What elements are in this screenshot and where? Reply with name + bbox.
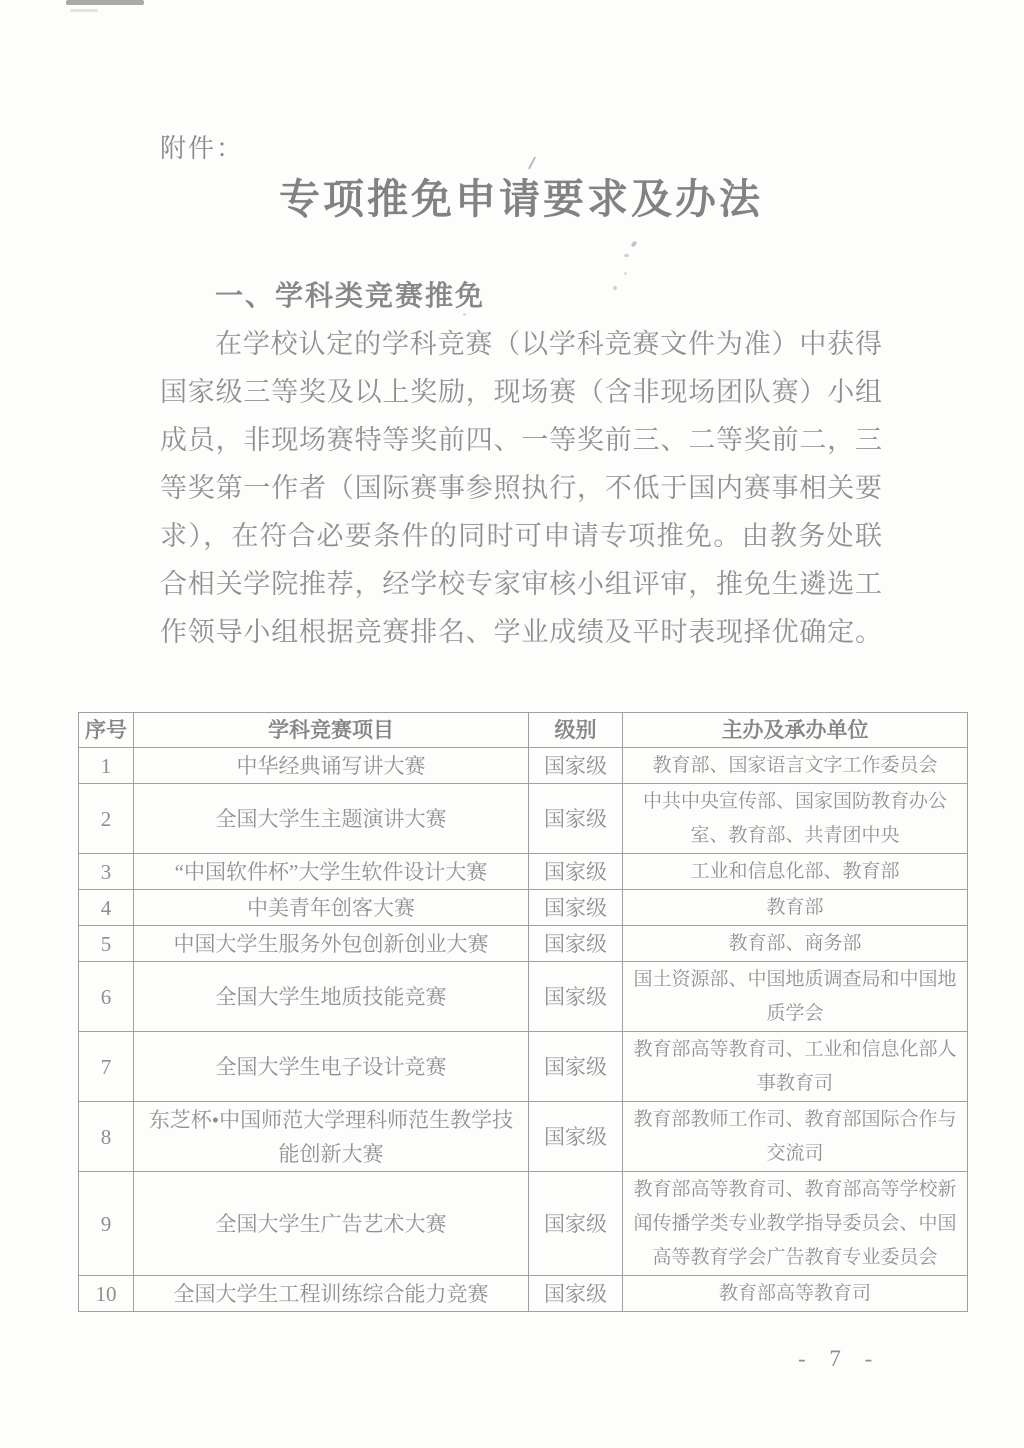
cell-no: 2 (79, 784, 134, 854)
cell-no: 3 (79, 854, 134, 890)
cell-level: 国家级 (529, 854, 623, 890)
cell-level: 国家级 (529, 748, 623, 784)
cell-organizer: 教育部高等教育司、工业和信息化部人事教育司 (623, 1032, 968, 1102)
cell-level: 国家级 (529, 1172, 623, 1276)
table-header-cell: 学科竞赛项目 (134, 713, 529, 748)
competition-table (78, 712, 968, 1312)
paragraph-line: 求），在符合必要条件的同时可申请专项推免。由教务处联 (160, 521, 882, 551)
cell-no: 6 (79, 962, 134, 1032)
table-row (79, 926, 968, 962)
table-header-cell: 级别 (529, 713, 623, 748)
cell-no: 7 (79, 1032, 134, 1102)
cell-no: 4 (79, 890, 134, 926)
table-row (79, 1276, 968, 1312)
table-row (79, 1032, 968, 1102)
cell-level: 国家级 (529, 784, 623, 854)
cell-project: 全国大学生广告艺术大赛 (134, 1172, 529, 1276)
cell-project: 中国大学生服务外包创新创业大赛 (134, 926, 529, 962)
paragraph-line: 作领导小组根据竞赛排名、学业成绩及平时表现择优确定。 (160, 617, 882, 647)
cell-level: 国家级 (529, 1276, 623, 1312)
table-header-cell: 序号 (79, 713, 134, 748)
cell-project: 东芝杯•中国师范大学理科师范生教学技能创新大赛 (134, 1102, 529, 1172)
cell-level: 国家级 (529, 890, 623, 926)
scan-artifact (613, 286, 617, 290)
cell-organizer: 教育部高等教育司、教育部高等学校新闻传播学类专业教学指导委员会、中国高等教育学会广告教育专业委员会 (623, 1172, 968, 1276)
cell-project: 全国大学生电子设计竞赛 (134, 1032, 529, 1102)
cell-no: 1 (79, 748, 134, 784)
document-title: 专项推免申请要求及办法 (279, 176, 763, 222)
table-row (79, 748, 968, 784)
cell-project: 中美青年创客大赛 (134, 890, 529, 926)
table-header-row (79, 713, 968, 748)
cell-no: 5 (79, 926, 134, 962)
cell-no: 10 (79, 1276, 134, 1312)
page-number: - 7 - (798, 1346, 882, 1371)
table-row (79, 1172, 968, 1276)
paragraph-line: 成员，非现场赛特等奖前四、一等奖前三、二等奖前二，三 (160, 425, 882, 455)
cell-organizer: 工业和信息化部、教育部 (623, 854, 968, 890)
cell-organizer: 教育部高等教育司 (623, 1276, 968, 1312)
scan-artifact (624, 272, 627, 275)
scan-artifact (66, 0, 144, 5)
table-row (79, 784, 968, 854)
cell-project: 全国大学生主题演讲大赛 (134, 784, 529, 854)
cell-level: 国家级 (529, 1102, 623, 1172)
cell-organizer: 教育部、国家语言文字工作委员会 (623, 748, 968, 784)
paragraph-line: 合相关学院推荐，经学校专家审核小组评审，推免生遴选工 (160, 569, 882, 599)
cell-level: 国家级 (529, 962, 623, 1032)
paragraph-line: 等奖第一作者（国际赛事参照执行，不低于国内赛事相关要 (160, 473, 882, 503)
scan-artifact (631, 240, 638, 247)
cell-no: 8 (79, 1102, 134, 1172)
cell-organizer: 国土资源部、中国地质调查局和中国地质学会 (623, 962, 968, 1032)
table-row (79, 854, 968, 890)
cell-project: “中国软件杯”大学生软件设计大赛 (134, 854, 529, 890)
table-row (79, 1102, 968, 1172)
scan-artifact (624, 254, 629, 257)
section-heading: 一、学科类竞赛推免 (215, 281, 486, 312)
attachment-label: 附件： (160, 134, 245, 163)
paragraph-line: 国家级三等奖及以上奖励，现场赛（含非现场团队赛）小组 (160, 377, 882, 407)
cell-no: 9 (79, 1172, 134, 1276)
table-row (79, 890, 968, 926)
cell-organizer: 教育部、商务部 (623, 926, 968, 962)
cell-organizer: 中共中央宣传部、国家国防教育办公室、教育部、共青团中央 (623, 784, 968, 854)
scan-artifact (70, 9, 98, 12)
cell-level: 国家级 (529, 926, 623, 962)
table-header-cell: 主办及承办单位 (623, 713, 968, 748)
table-row (79, 962, 968, 1032)
cell-organizer: 教育部 (623, 890, 968, 926)
cell-project: 全国大学生工程训练综合能力竞赛 (134, 1276, 529, 1312)
body-paragraph (160, 320, 882, 656)
paragraph-line: 在学校认定的学科竞赛（以学科竞赛文件为准）中获得 (215, 329, 882, 359)
cell-organizer: 教育部教师工作司、教育部国际合作与交流司 (623, 1102, 968, 1172)
cell-project: 中华经典诵写讲大赛 (134, 748, 529, 784)
cell-level: 国家级 (529, 1032, 623, 1102)
cell-project: 全国大学生地质技能竞赛 (134, 962, 529, 1032)
